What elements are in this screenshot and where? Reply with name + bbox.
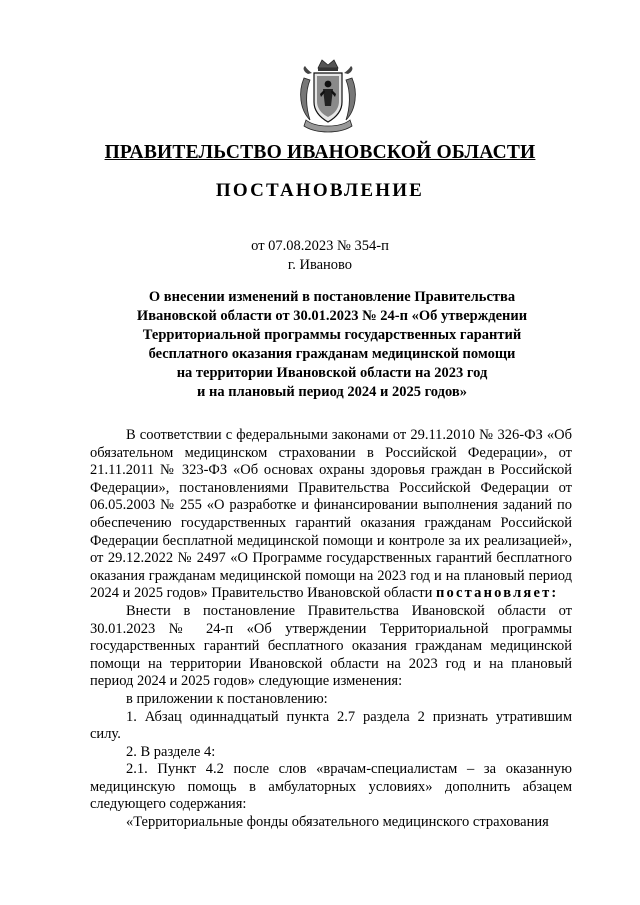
preamble-paragraph — [90, 427, 572, 603]
title-line: и на плановый период 2024 и 2025 годов» — [197, 384, 467, 400]
body-paragraph: 1. Абзац одиннадцатый пункта 2.7 раздела 2 признать утратившим силу. — [90, 708, 572, 743]
title-line: на территории Ивановской области на 2023 год — [176, 365, 488, 381]
coat-of-arms-icon — [296, 58, 360, 134]
title-line: Территориальной программы государственных гарантий — [142, 327, 522, 343]
document-body — [90, 427, 572, 832]
document-type: ПОСТАНОВЛЕНИЕ — [215, 180, 425, 201]
organization-name: ПРАВИТЕЛЬСТВО ИВАНОВСКОЙ ОБЛАСТИ — [104, 142, 536, 163]
city: г. Иваново — [287, 257, 353, 273]
body-paragraph: 2.1. Пункт 4.2 после слов «врачам-специалистам – за оказанную медицинскую помощь в амбулаторных условиях» дополнить абзацем следующего содержания: — [90, 761, 572, 813]
title-line: бесплатного оказания гражданам медицинской помощи — [148, 346, 516, 362]
body-paragraph: в приложении к постановлению: — [126, 690, 328, 707]
title-line: О внесении изменений в постановление Правительства — [148, 289, 516, 305]
body-paragraph: 2. В разделе 4: — [126, 743, 216, 760]
date-number: от 07.08.2023 № 354-п — [251, 238, 389, 254]
decree-word: постановляет: — [436, 585, 559, 602]
preamble-text: В соответствии с федеральными законами от 29.11.2010 № 326-ФЗ «Об обязательном медицинском страховании в Российской Федерации», от 21.11.2011 № 323-ФЗ «Об основах охраны здоровья граждан в Российской Федерации», постановлениями Правительства Российской Федерации от 06.05.2003 № 255 «О разработке и финансировании выполнения заданий по обеспечению государственных гарантий оказания гражданам Российской Федерации бесплатной медицинской помощи и контроле за их реализацией», от 29.12.2022 № 2497 «О Программе государственных гарантий бесплатного оказания гражданам медицинской помощи на 2023 год и на плановый период 2024 и 2025 годов» Правительство Ивановской области — [90, 427, 572, 602]
document-meta — [0, 237, 640, 275]
title-line: Ивановской области от 30.01.2023 № 24-п «Об утверждении — [136, 308, 528, 324]
body-paragraph: «Территориальные фонды обязательного медицинского страхования — [126, 814, 549, 831]
body-paragraph: Внести в постановление Правительства Ивановской области от 30.01.2023 № 24-п «Об утверждении Территориальной программы государственных гарантий бесплатного оказания гражданам медицинской помощи на территории Ивановской области на 2023 год и на плановый период 2024 и 2025 годов» следующие изменения: — [90, 602, 572, 690]
document-title — [110, 288, 554, 402]
